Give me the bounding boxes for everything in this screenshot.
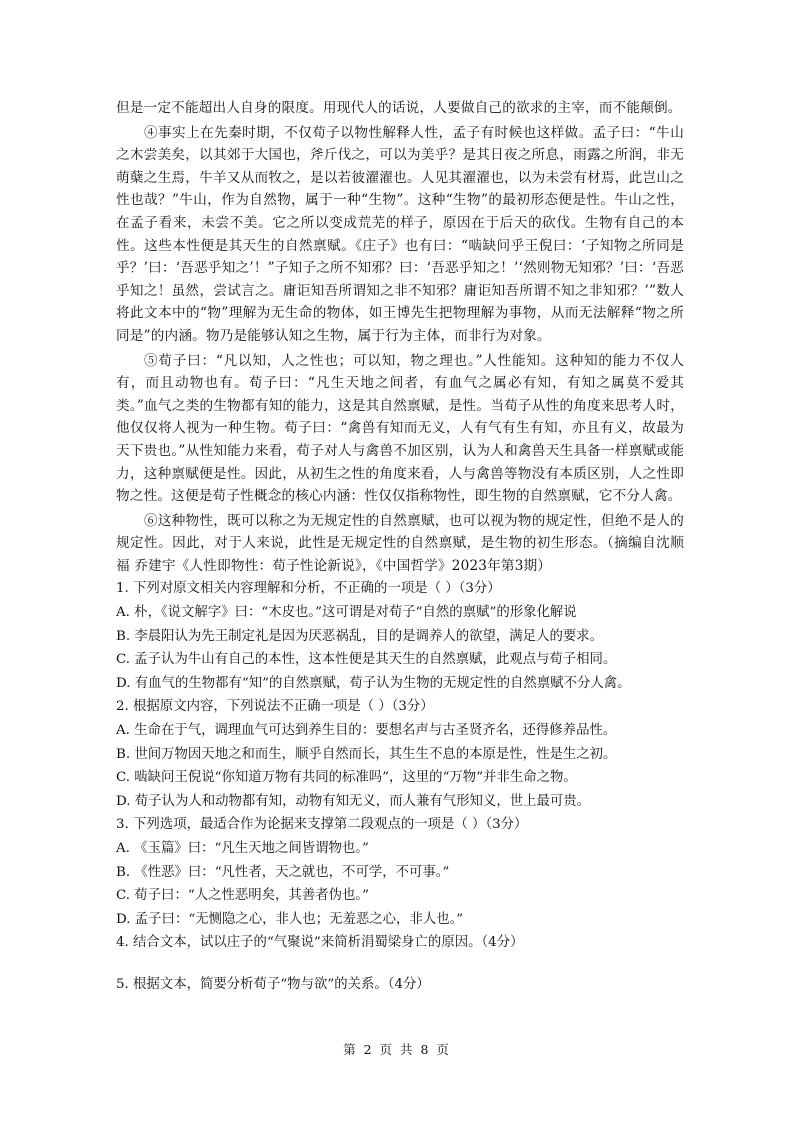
- question-3-option-a: A. 《玉篇》曰：“凡生天地之间皆谓物也。”: [116, 841, 369, 856]
- question-2-option-d: D. 荀子认为人和动物都有知，动物有知无义，而人兼有气形知义，世上最可贵。: [116, 793, 591, 809]
- passage-paragraph-5: ⑤荀子曰：“凡以知，人之性也；可以知，物之理也。”人性能知。这种知的能力不仅人有，而且动物也有。荀子曰：“凡生天地之间者，有血气之属必有知，有知之属莫不爱其类。”血气之类的生物都有知的能力，这是其自然禀赋，是性。当荀子从性的角度来思考人时，他仅仅将人视为一种生物。荀子曰：“禽兽有知而无义，人有气有生有知，亦且有义，故最为天下贵也。”从性知能力来看，荀子对人与禽兽不加区别，认为人和禽兽天生具备一样禀赋或能力，这种禀赋便是性。因此，从初生之性的角度来看，人与禽兽等物没有本质区别，人之性即物之性。这便是荀子性概念的核心内涵：性仅仅指称物性，即生物的自然禀赋，它不分人禽。: [116, 352, 684, 505]
- page-number-footer: 第 2 页 共 8 页: [343, 1042, 451, 1057]
- question-5: 5. 根据文本，简要分析荀子“物与欲”的关系。（4分）: [116, 976, 430, 992]
- passage-paragraph-4: ④事实上在先秦时期，不仅荀子以物性解释人性，孟子有时候也这样做。孟子曰：“牛山之木尝美矣，以其郊于大国也，斧斤伐之，可以为美乎？是其日夜之所息，雨露之所润，非无萌蘖之生焉，牛羊又从而牧之，是以若彼濯濯也。人见其濯濯也，以为未尝有材焉，此岂山之性也哉？”牛山，作为自然物，属于一种“生物”。这种“生物”的最初形态便是性。牛山之性，在孟子看来，未尝不美。它之所以变成荒芜的样子，原因在于后天的砍伐。生物有自己的本性。这些本性便是其天生的自然禀赋。《庄子》也有曰：“啮缺问乎王倪曰：‘子知物之所同是乎？’曰：‘吾恶乎知之’！”子知子之所不知邪？曰：‘吾恶乎知之！’‘然则物无知邪？’曰：‘吾恶乎知之！虽然，尝试言之。庸讵知吾所谓知之非不知邪？庸讵知吾所谓不知之非知邪？’”数人将此文本中的“物”理解为无生命的物体，如王博先生把物理解为事物，从而无法解释“物之所同是”的内涵。物乃是能够认知之生物，属于行为主体，而非行为对象。: [116, 124, 684, 344]
- question-3-stem: 3. 下列选项，最适合作为论据来支撑第二段观点的一项是（ ）（3分）: [116, 817, 528, 833]
- question-list: [116, 577, 684, 996]
- question-1-option-b: B. 李晨阳认为先王制定礼是因为厌恶祸乱，目的是调养人的欲望，满足人的要求。: [116, 628, 604, 644]
- question-4: 4. 结合文本，试以庄子的“气聚说”来简析涓蜀梁身亡的原因。（4分）: [116, 935, 524, 951]
- question-1-stem: 1. 下列对原文相关内容理解和分析，不正确的一项是（ ）（3分）: [116, 581, 501, 597]
- question-1-option-a: A. 朴，《说文解字》曰：“木皮也。”这可谓是对荀子“自然的禀赋”的形象化解说: [116, 605, 577, 621]
- question-2-stem: 2. 根据原文内容，下列说法不正确一项是（ ）（3分）: [116, 699, 434, 715]
- question-2-option-a: A. 生命在于气，调理血气可达到养生目的：要想名声与古圣贤齐名，还得修养品性。: [116, 723, 617, 739]
- passage-paragraph-continued: 但是一定不能超出人自身的限度。用现代人的话说，人要做自己的欲求的主宰，而不能颠倒。: [116, 100, 682, 116]
- question-3-option-b: B. 《性恶》曰：“凡性者，天之就也，不可学，不可事。”: [116, 864, 450, 880]
- question-3-option-c: C. 荀子曰：“人之性恶明矣，其善者伪也。”: [116, 888, 369, 904]
- question-1-option-d: D. 有血气的生物都有“知”的自然禀赋，荀子认为生物的无规定性的自然禀赋不分人禽。: [116, 675, 631, 691]
- question-2-option-b: B. 世间万物因天地之和而生，顺乎自然而长，其生生不息的本原是性，性是生之初。: [116, 746, 617, 762]
- passage-paragraph-6: ⑥这种物性，既可以称之为无规定性的自然禀赋，也可以视为物的规定性，但绝不是人的规定性。因此，对于人来说，此性是无规定性的自然禀赋，是生物的初生形态。（摘编自沈顺福 乔建宇《人性即物性：荀子性论新说》，《中国哲学》2023年第3期）: [116, 512, 684, 574]
- question-3-option-d: D. 孟子曰：“无恻隐之心，非人也；无羞恶之心，非人也。”: [116, 911, 464, 927]
- question-1-option-c: C. 孟子认为牛山有自己的本性，这本性便是其天生的自然禀赋，此观点与荀子相同。: [116, 652, 617, 668]
- question-2-option-c: C. 啮缺问王倪说“你知道万物有共同的标准吗”，这里的“万物”并非生命之物。: [116, 770, 577, 786]
